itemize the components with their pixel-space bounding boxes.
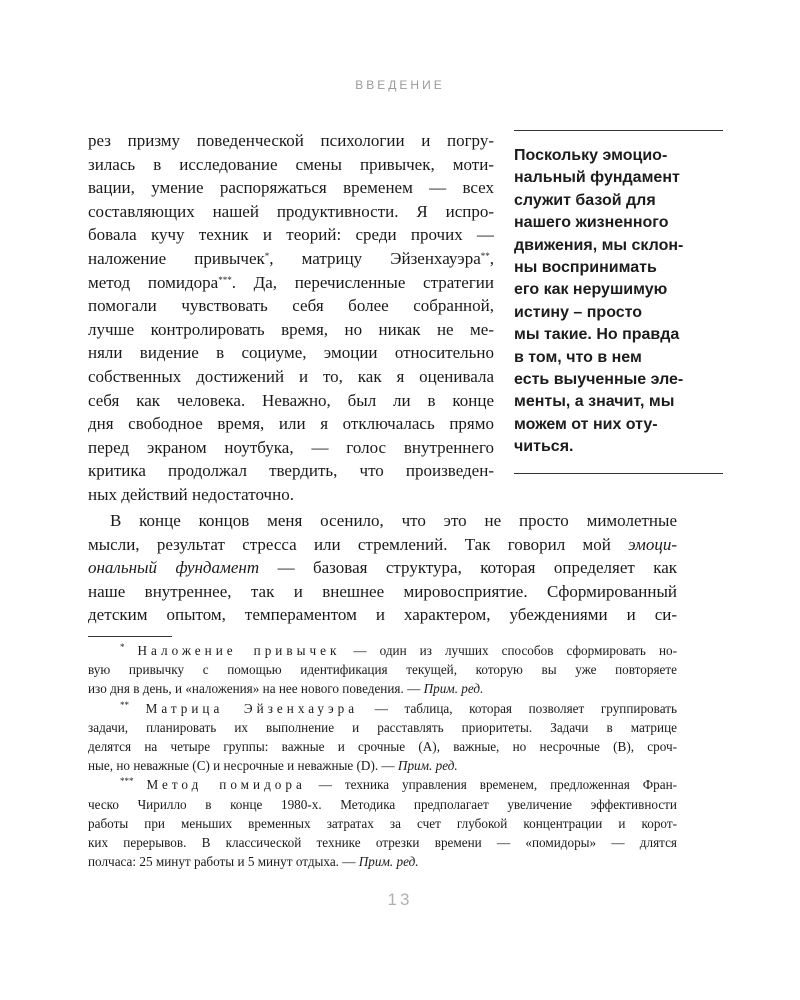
text-line: наложение привычек*, матрицу Эйзенхауэра**, — [88, 248, 494, 268]
footnote-term: Наложение привычек — [137, 643, 341, 658]
pull-quote-line: менты, а значит, мы — [514, 393, 675, 411]
footnote-mark: ** — [480, 250, 490, 261]
text-line: мысли, результат стресса или стремлений. Так говорил мой эмоци- — [88, 534, 678, 554]
text-line: ческо Чирилло в конце 1980-х. Методика предполагает увеличение эффективности — [88, 796, 677, 812]
pull-quote-line: истину – просто — [514, 303, 643, 321]
text-line: ные, но неважные (C) и несрочные и неважные (D). — Прим. ред. — [88, 758, 458, 774]
text-line: рез призму поведенческой психологии и погру- — [88, 131, 494, 150]
pull-quote-line: служит базой для — [514, 191, 656, 209]
footnote-term: Метод помидора — [146, 777, 306, 793]
footnote — [88, 775, 677, 871]
text-line: лучше контролировать время, но никак не ме- — [88, 319, 494, 339]
text-line: перед экраном ноутбука, — голос внутреннего — [88, 437, 494, 457]
pull-quote-line: нальный фундамент — [514, 169, 680, 187]
text-line: ных действий недостаточно. — [88, 484, 294, 504]
text-line: помогали чувствовать себя более собранной, — [88, 296, 494, 316]
text-line: делятся на четыре группы: важные и срочные (A), важные, но несрочные (B), сроч- — [88, 739, 677, 755]
text-line: вации, умение распоряжаться временем — всех — [88, 178, 494, 198]
pull-quote-line: мы такие. Но правда — [514, 326, 680, 344]
text-line: работы при меньших временных затратах за счет глубокой концентрации и корот- — [88, 815, 677, 831]
body-text-full-width — [88, 509, 677, 627]
footnote — [88, 641, 677, 699]
text-line: зилась в исследование смены привычек, моти- — [88, 154, 494, 174]
text-line: метод помидора***. Да, перечисленные стратегии — [88, 272, 494, 292]
footnote — [88, 699, 677, 776]
pull-quote-line: можем от них оту- — [514, 415, 658, 433]
text-line: собственных достижений и то, как я оценивала — [88, 366, 494, 386]
pull-quote-line: есть выученные эле- — [514, 371, 684, 389]
text-line: дня свободное время, или я отключалась прямо — [88, 414, 494, 434]
pull-quote-line: читься. — [514, 438, 574, 456]
text-line: детским опытом, темпераментом и характером, убеждениями и си- — [88, 605, 677, 625]
pull-quote — [514, 130, 723, 474]
text-line: полчаса: 25 минут работы и 5 минут отдыха. — Прим. ред. — [88, 854, 419, 870]
text-line: наше внутреннее, так и внешнее мировосприятие. Сформированный — [88, 581, 677, 601]
footnote-mark: * — [264, 250, 270, 261]
pull-quote-line: в том, что в нем — [514, 348, 642, 366]
text-line: * Наложение привычек — один из лучших способов сформировать но- — [120, 642, 678, 658]
body-text-left-column — [88, 129, 494, 507]
pull-quote-line: движения, мы склон- — [514, 236, 684, 254]
running-header: ВВЕДЕНИЕ — [355, 78, 445, 92]
pull-quote-line: его как нерушимую — [514, 281, 668, 299]
footnote-mark: *** — [218, 274, 232, 285]
text-line: критика продолжал твердить, что произведен- — [88, 461, 494, 481]
pull-quote-line: нашего жизненного — [514, 214, 669, 232]
footnotes — [88, 641, 677, 871]
page-number: 13 — [387, 890, 413, 909]
pull-quote-line: Поскольку эмоцио- — [514, 147, 668, 164]
text-line: себя как человека. Неважно, был ли в конце — [88, 390, 494, 410]
text-line: бовала кучу техник и теорий: среди прочих — — [88, 225, 494, 245]
footnote-divider — [88, 636, 172, 637]
footnote-term: Матрица Эйзенхауэра — [145, 700, 359, 716]
text-line: задачи, планировать их выполнение и расставлять приоритеты. Задачи в матрице — [88, 719, 677, 735]
text-line: *** Метод помидора — техника управления временем, предложенная Фран- — [120, 776, 678, 793]
text-line: ** Матрица Эйзенхауэра — таблица, которая позволяет группировать — [120, 699, 677, 716]
text-line: изо дня в день, и «наложения» на нее нового поведения. — Прим. ред. — [88, 681, 484, 697]
text-line: няли видение в социуме, эмоции относительно — [88, 343, 494, 363]
text-line: вую привычку с помощью идентификация текущей, которую вы уже повторяете — [88, 662, 677, 678]
pull-quote-line: ны воспринимать — [514, 259, 657, 277]
text-line: ких перерывов. В классической технике отрезки времени — «помидоры» — длятся — [88, 835, 677, 851]
text-line: составляющих нашей продуктивности. Я испро- — [88, 201, 494, 221]
text-line: ональный фундамент — базовая структура, которая определяет как — [88, 558, 678, 578]
text-line: В конце концов меня осенило, что это не просто мимолетные — [110, 511, 677, 530]
